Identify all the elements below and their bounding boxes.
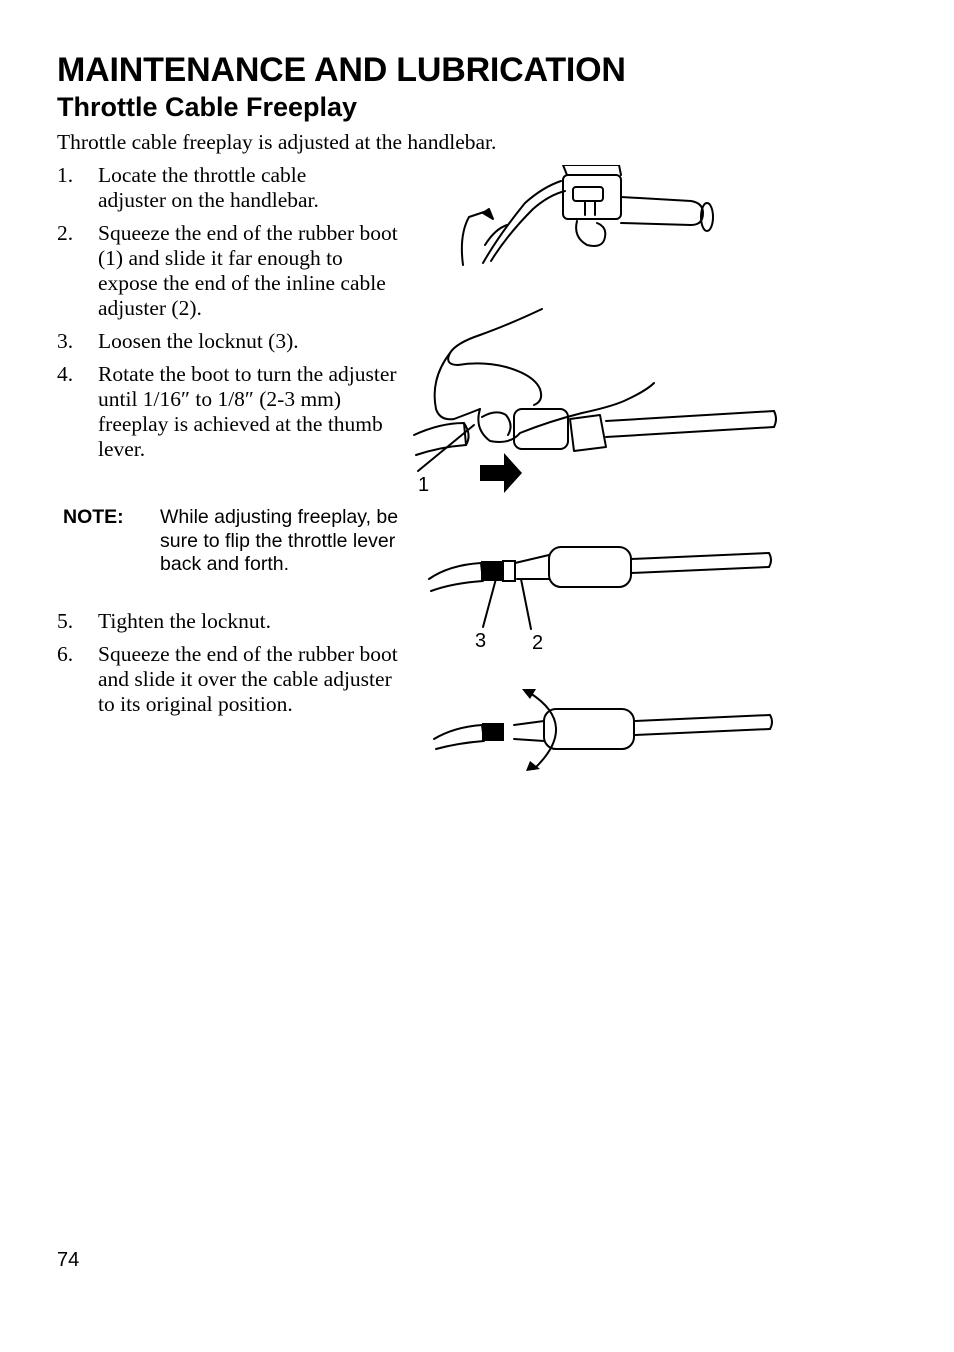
step-text: Loosen the locknut (3). (98, 329, 299, 353)
note-text: While adjusting freeplay, be sure to flip the throttle lever back and forth. (160, 506, 399, 575)
adjuster-locknut-illustration (425, 535, 785, 660)
section-title: MAINTENANCE AND LUBRICATION (57, 51, 626, 89)
callout-adjuster: 2 (532, 632, 544, 654)
step-text: Locate the throttle cable adjuster on the handlebar. (98, 163, 319, 212)
step-text: Tighten the locknut. (98, 609, 271, 633)
step-number: 6. (57, 642, 74, 666)
step-item (57, 221, 407, 321)
step-item (57, 609, 407, 634)
page-number: 74 (57, 1249, 80, 1271)
steps-list-part-1 (57, 163, 407, 470)
note-block (63, 506, 403, 577)
step-text: Squeeze the end of the rubber boot (1) and slide it far enough to expose the end of the inline cable adjuster (2). (98, 221, 398, 320)
step-number: 2. (57, 221, 74, 245)
step-number: 4. (57, 362, 74, 386)
callout-boot: 1 (418, 474, 430, 496)
step-number: 1. (57, 163, 74, 187)
note-label: NOTE: (63, 506, 124, 528)
subsection-title: Throttle Cable Freeplay (57, 92, 358, 122)
handlebar-illustration (455, 165, 730, 275)
step-item (57, 362, 407, 462)
step-number: 5. (57, 609, 74, 633)
step-number: 3. (57, 329, 74, 353)
step-item (57, 329, 407, 354)
rotate-boot-illustration (430, 685, 785, 785)
callout-locknut: 3 (475, 630, 487, 652)
step-text: Squeeze the end of the rubber boot and slide it over the cable adjuster to its original position. (98, 642, 398, 716)
step-item (57, 642, 407, 717)
step-item (57, 163, 407, 213)
boot-slide-illustration (410, 305, 780, 505)
step-text: Rotate the boot to turn the adjuster until 1/16″ to 1/8″ (2-3 mm) freeplay is achieved at the thumb lever. (98, 362, 397, 461)
steps-list-part-2 (57, 609, 407, 725)
intro-paragraph: Throttle cable freeplay is adjusted at the handlebar. (57, 130, 497, 154)
